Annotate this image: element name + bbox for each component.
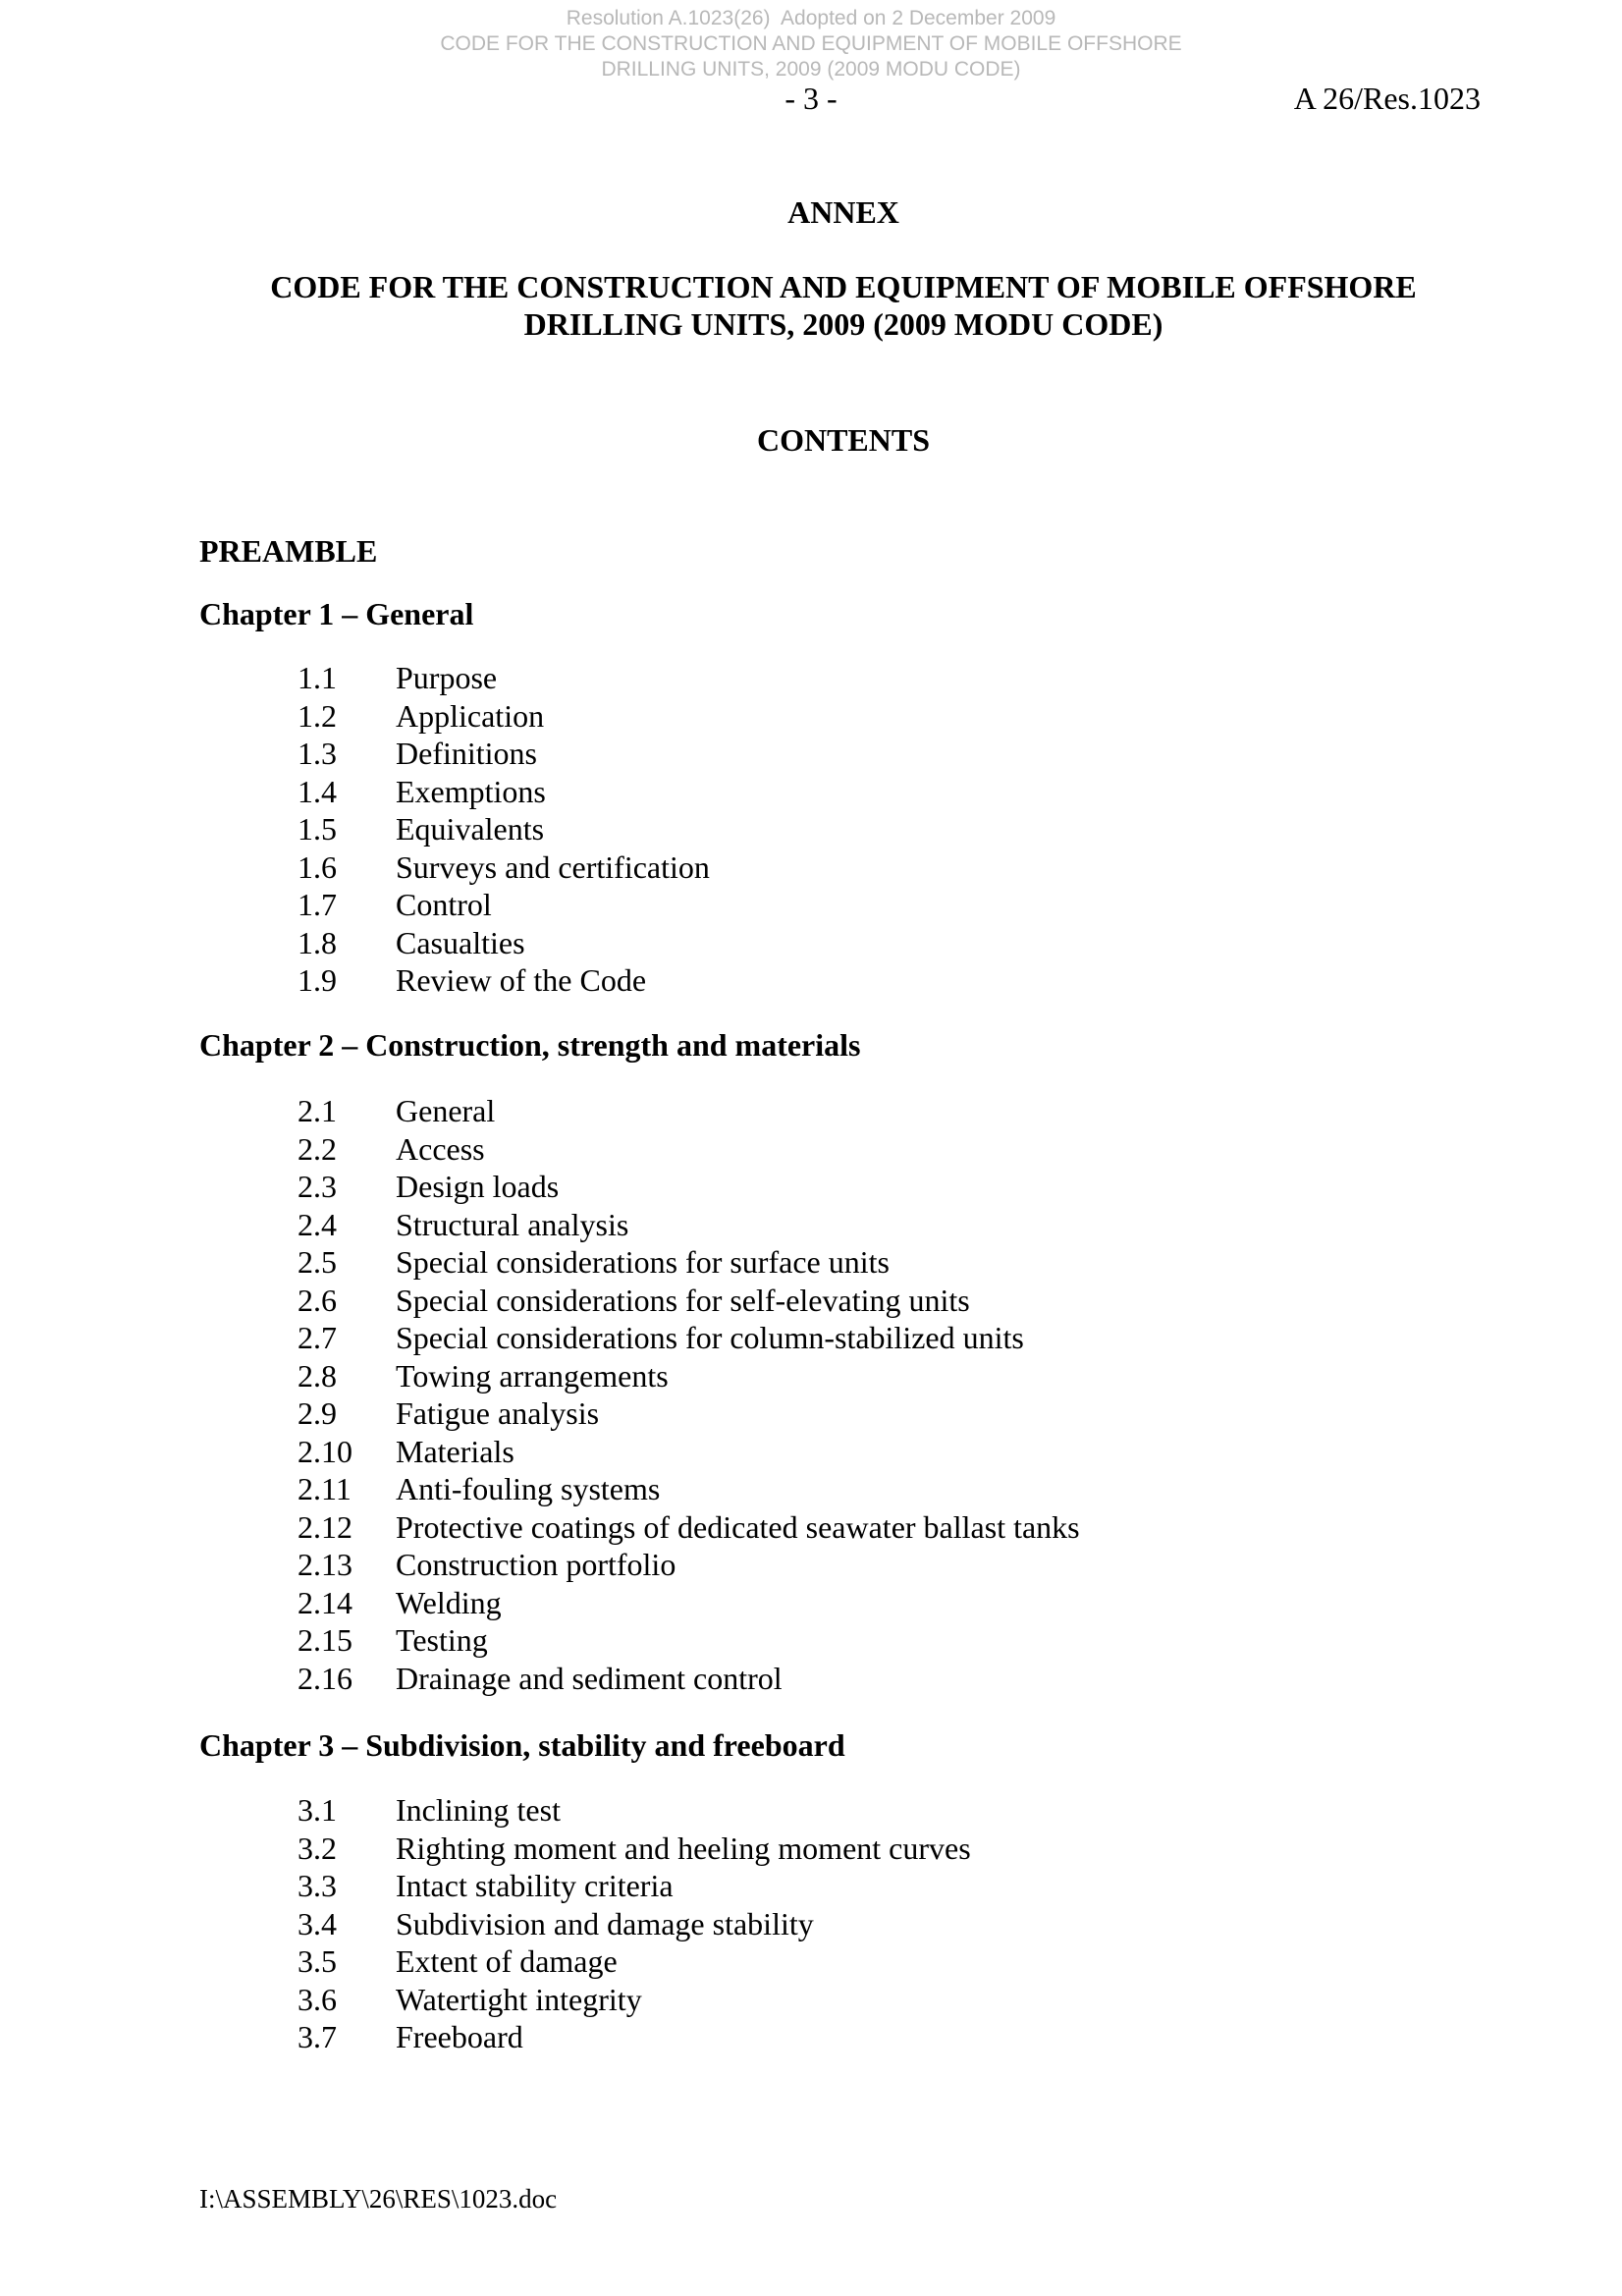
toc-item-number: 2.6 (297, 1282, 337, 1318)
code-title-line-1: CODE FOR THE CONSTRUCTION AND EQUIPMENT OF MOBILE OFFSHORE (270, 269, 1417, 304)
toc-item (297, 773, 710, 811)
toc-item-number: 3.4 (297, 1905, 337, 1941)
toc-item-title: Structural analysis (396, 1206, 629, 1242)
toc-item-title: Intact stability criteria (396, 1868, 674, 1903)
toc-item-number: 3.6 (297, 1981, 337, 2017)
toc-item (297, 697, 710, 736)
toc-item-title: Towing arrangements (396, 1357, 669, 1394)
toc-item-title: Special considerations for surface units (396, 1244, 890, 1280)
toc-item-title: Purpose (396, 660, 498, 695)
toc-item-title: Control (396, 887, 492, 922)
toc-item (297, 1092, 1080, 1130)
toc-item (297, 1621, 1080, 1660)
toc-item (297, 1168, 1080, 1206)
toc-item (297, 1660, 1080, 1698)
toc-item (297, 1470, 1080, 1508)
toc-item (297, 1830, 971, 1868)
chapter-2-list (297, 1092, 1080, 1697)
toc-item-number: 1.1 (297, 660, 337, 695)
toc-item-title: Special considerations for column-stabilized units (396, 1320, 1024, 1355)
toc-item-title: Review of the Code (396, 962, 647, 998)
chapter-2-heading: Chapter 2 – Construction, strength and materials (199, 1027, 861, 1063)
toc-item-title: Definitions (396, 736, 537, 771)
toc-item-title: Exemptions (396, 773, 546, 809)
toc-item-number: 1.2 (297, 697, 337, 734)
toc-item-title: Extent of damage (396, 1943, 618, 1979)
toc-item-number: 2.4 (297, 1206, 337, 1242)
toc-item-number: 3.3 (297, 1868, 337, 1903)
toc-item-number: 1.9 (297, 962, 337, 998)
toc-item (297, 1282, 1080, 1320)
toc-item-number: 2.7 (297, 1320, 337, 1355)
chapter-3-heading: Chapter 3 – Subdivision, stability and freeboard (199, 1727, 845, 1763)
toc-item-title: Righting moment and heeling moment curves (396, 1830, 971, 1866)
toc-item-title: Inclining test (396, 1792, 561, 1828)
toc-item-title: General (396, 1093, 496, 1128)
chapter-3-list (297, 1791, 971, 2056)
toc-item (297, 961, 710, 1000)
toc-item-title: Access (396, 1130, 485, 1167)
toc-item-title: Subdivision and damage stability (396, 1905, 814, 1941)
toc-item (297, 1130, 1080, 1169)
toc-item-number: 2.3 (297, 1169, 337, 1204)
toc-item-number: 2.9 (297, 1395, 337, 1431)
watermark-line-1: Resolution A.1023(26) Adopted on 2 December 2009 (566, 7, 1056, 29)
toc-item-number: 1.5 (297, 811, 337, 847)
toc-item (297, 659, 710, 697)
toc-item (297, 1981, 971, 2019)
toc-item-title: Application (396, 697, 545, 734)
toc-item-title: Drainage and sediment control (396, 1660, 783, 1696)
toc-item-title: Materials (396, 1433, 514, 1469)
toc-item-title: Welding (396, 1584, 502, 1620)
toc-item (297, 886, 710, 924)
toc-item-number: 1.4 (297, 773, 337, 809)
toc-item (297, 1791, 971, 1830)
toc-item (297, 2018, 971, 2056)
toc-item-number: 2.5 (297, 1244, 337, 1280)
toc-item (297, 1394, 1080, 1433)
toc-item (297, 1433, 1080, 1471)
toc-item-number: 2.13 (297, 1547, 352, 1582)
footer-file-path: I:\ASSEMBLY\26\RES\1023.doc (199, 2184, 558, 2214)
toc-item (297, 1584, 1080, 1622)
toc-item-title: Testing (396, 1622, 488, 1658)
toc-item-number: 2.11 (297, 1471, 351, 1506)
code-title-line-2: DRILLING UNITS, 2009 (2009 MODU CODE) (523, 306, 1163, 342)
toc-item-number: 2.16 (297, 1660, 352, 1696)
toc-item (297, 1942, 971, 1981)
toc-item-number: 2.2 (297, 1130, 337, 1167)
toc-item-number: 2.10 (297, 1433, 352, 1469)
watermark-line-2: CODE FOR THE CONSTRUCTION AND EQUIPMENT OF MOBILE OFFSHORE (440, 32, 1182, 55)
toc-item-number: 2.14 (297, 1584, 352, 1620)
toc-item-number: 1.8 (297, 924, 337, 960)
toc-item (297, 1905, 971, 1943)
toc-item (297, 735, 710, 773)
toc-item-number: 3.7 (297, 2019, 337, 2054)
toc-item-number: 2.8 (297, 1357, 337, 1394)
toc-item-number: 1.3 (297, 736, 337, 771)
toc-item-title: Protective coatings of dedicated seawater ballast tanks (396, 1508, 1080, 1545)
toc-item-number: 1.7 (297, 887, 337, 922)
toc-item-number: 2.1 (297, 1093, 337, 1128)
toc-item (297, 1867, 971, 1905)
annex-heading: ANNEX (787, 194, 899, 230)
chapter-1-heading: Chapter 1 – General (199, 596, 474, 631)
toc-item-number: 3.5 (297, 1943, 337, 1979)
toc-item (297, 848, 710, 887)
toc-item-title: Anti-fouling systems (396, 1471, 661, 1506)
toc-item-number: 3.2 (297, 1830, 337, 1866)
toc-item (297, 1508, 1080, 1547)
toc-item-title: Casualties (396, 924, 525, 960)
toc-item-title: Freeboard (396, 2019, 523, 2054)
toc-item (297, 1243, 1080, 1282)
preamble-heading: PREAMBLE (199, 533, 378, 569)
toc-item (297, 1319, 1080, 1357)
contents-heading: CONTENTS (756, 422, 931, 458)
toc-item-number: 2.12 (297, 1508, 352, 1545)
toc-item-number: 2.15 (297, 1622, 352, 1658)
toc-item (297, 924, 710, 962)
toc-item-title: Construction portfolio (396, 1547, 676, 1582)
toc-item-number: 1.6 (297, 848, 337, 885)
toc-item-title: Equivalents (396, 811, 545, 847)
toc-item-number: 3.1 (297, 1792, 337, 1828)
toc-item-title: Design loads (396, 1169, 560, 1204)
chapter-1-list (297, 659, 710, 1000)
toc-item (297, 810, 710, 848)
toc-item (297, 1546, 1080, 1584)
toc-item-title: Fatigue analysis (396, 1395, 600, 1431)
toc-item-title: Watertight integrity (396, 1981, 642, 2017)
document-reference: A 26/Res.1023 (1293, 81, 1481, 116)
toc-item-title: Surveys and certification (396, 848, 710, 885)
page-number: - 3 - (784, 81, 838, 116)
watermark-line-3: DRILLING UNITS, 2009 (2009 MODU CODE) (601, 58, 1021, 81)
toc-item (297, 1206, 1080, 1244)
toc-item-title: Special considerations for self-elevating units (396, 1282, 970, 1318)
toc-item (297, 1357, 1080, 1395)
